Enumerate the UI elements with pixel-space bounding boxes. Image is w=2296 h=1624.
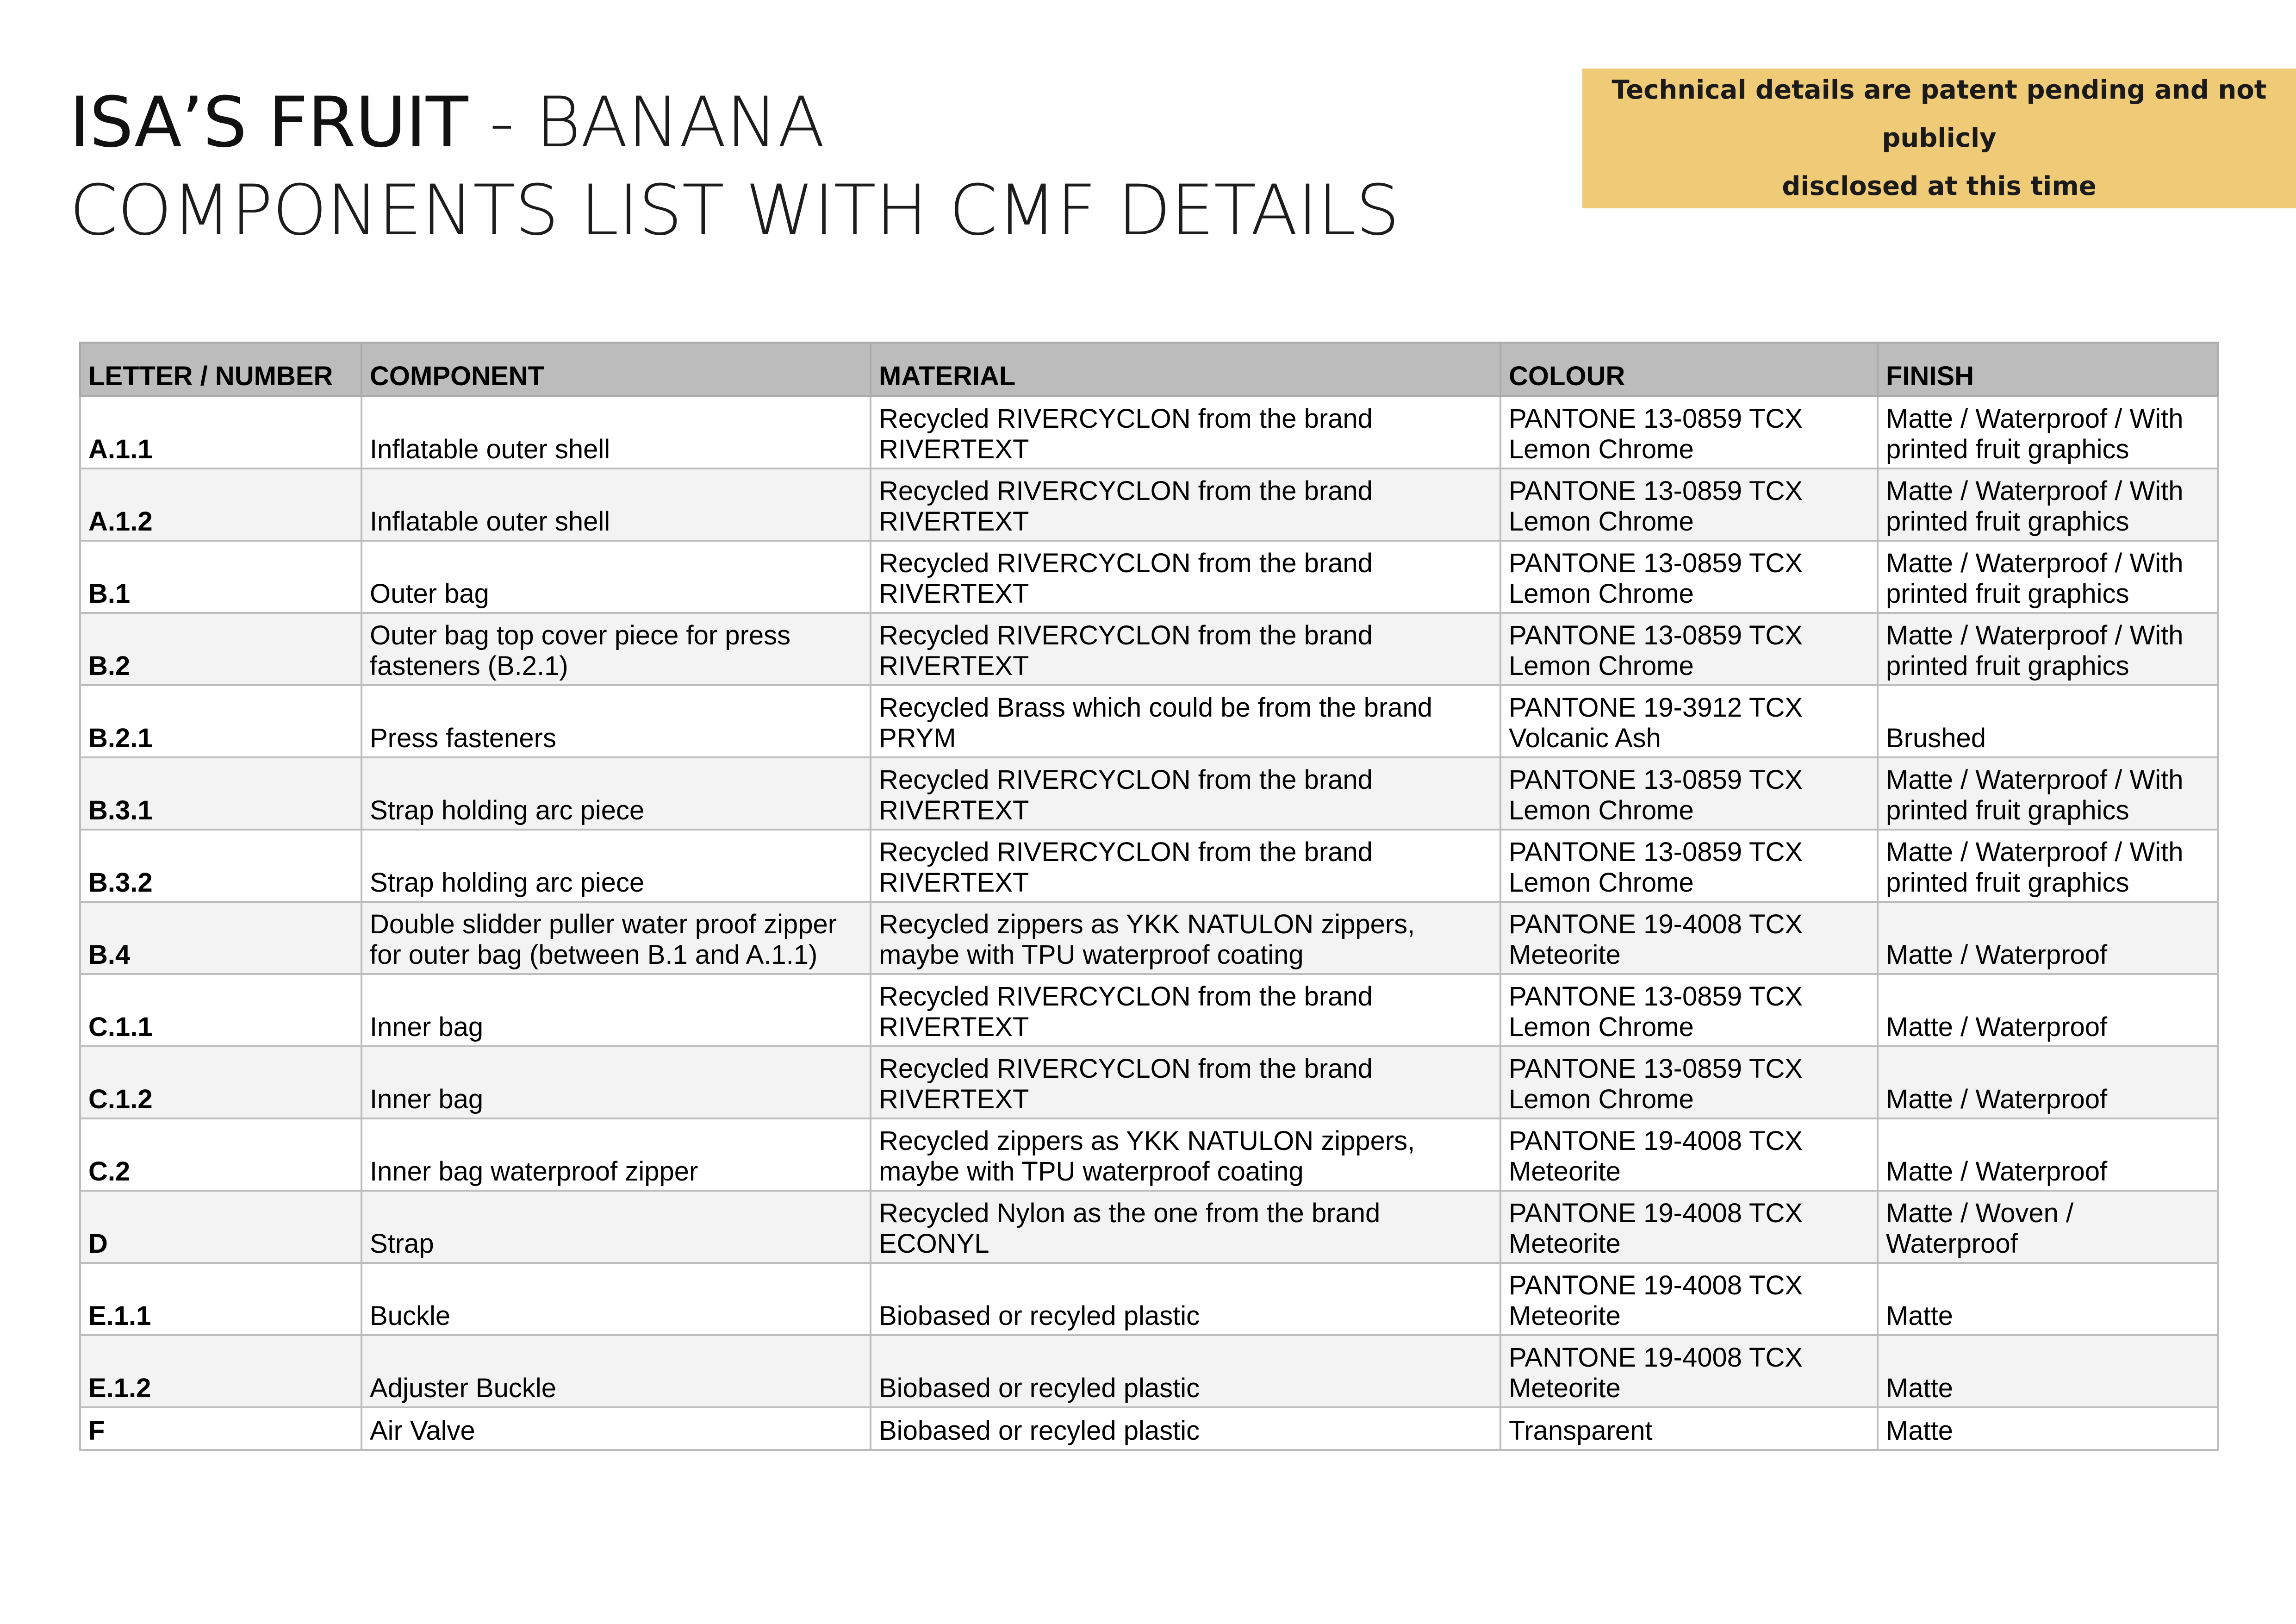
- cell-component: Double slidder puller water proof zipper for outer bag (between B.1 and A.1.1): [361, 902, 871, 974]
- table-row: [80, 974, 2218, 1046]
- cell-finish: Matte / Waterproof / With printed fruit graphics: [1878, 541, 2218, 613]
- cell-material: Recycled RIVERCYCLON from the brand RIVERTEXT: [871, 974, 1500, 1046]
- patent-notice: [1582, 69, 2296, 208]
- cell-finish: Matte / Waterproof / With printed fruit graphics: [1878, 396, 2218, 468]
- table-row: [80, 902, 2218, 974]
- cell-colour: PANTONE 13-0859 TCX Lemon Chrome: [1500, 830, 1878, 902]
- table-row: [80, 541, 2218, 613]
- cell-id: B.4: [80, 902, 361, 974]
- cell-component: Strap holding arc piece: [361, 830, 871, 902]
- table-row: [80, 1046, 2218, 1118]
- cell-colour: PANTONE 13-0859 TCX Lemon Chrome: [1500, 396, 1878, 468]
- cell-material: Recycled RIVERCYCLON from the brand RIVERTEXT: [871, 830, 1500, 902]
- table-row: [80, 1263, 2218, 1335]
- cell-material: Recycled RIVERCYCLON from the brand RIVERTEXT: [871, 468, 1500, 541]
- table-row: [80, 1118, 2218, 1191]
- cell-finish: Matte / Waterproof: [1878, 974, 2218, 1046]
- cell-id: C.1.2: [80, 1046, 361, 1118]
- page-subtitle: COMPONENTS LIST WITH CMF DETAILS: [69, 170, 1400, 251]
- cell-finish: Matte / Waterproof: [1878, 1118, 2218, 1191]
- cell-finish: Matte / Waterproof: [1878, 902, 2218, 974]
- header-colour: COLOUR: [1500, 343, 1878, 396]
- table-row: [80, 396, 2218, 468]
- header-component: COMPONENT: [361, 343, 871, 396]
- page-title: [69, 79, 1399, 255]
- brand-name: ISA’S FRUIT: [69, 82, 468, 163]
- cell-finish: Matte / Waterproof / With printed fruit graphics: [1878, 468, 2218, 541]
- cell-id: A.1.2: [80, 468, 361, 541]
- table-row: [80, 685, 2218, 757]
- cell-component: Inner bag: [361, 974, 871, 1046]
- table-row: [80, 1191, 2218, 1263]
- product-name: - BANANA: [467, 82, 825, 163]
- cell-id: C.1.1: [80, 974, 361, 1046]
- cell-id: D: [80, 1191, 361, 1263]
- cell-component: Air Valve: [361, 1407, 871, 1450]
- cell-component: Inflatable outer shell: [361, 396, 871, 468]
- cell-material: Recycled zippers as YKK NATULON zippers, maybe with TPU waterproof coating: [871, 1118, 1500, 1191]
- cell-colour: PANTONE 19-3912 TCX Volcanic Ash: [1500, 685, 1878, 757]
- cell-material: Recycled RIVERCYCLON from the brand RIVERTEXT: [871, 541, 1500, 613]
- cell-component: Inner bag: [361, 1046, 871, 1118]
- cell-material: Recycled RIVERCYCLON from the brand RIVERTEXT: [871, 1046, 1500, 1118]
- cell-material: Biobased or recyled plastic: [871, 1407, 1500, 1450]
- title-line-1: [69, 79, 1399, 167]
- table-row: [80, 613, 2218, 685]
- table-row: [80, 757, 2218, 830]
- table-row: [80, 830, 2218, 902]
- cell-colour: PANTONE 13-0859 TCX Lemon Chrome: [1500, 468, 1878, 541]
- cell-id: B.3.2: [80, 830, 361, 902]
- cell-finish: Brushed: [1878, 685, 2218, 757]
- cell-component: Inner bag waterproof zipper: [361, 1118, 871, 1191]
- cell-colour: PANTONE 19-4008 TCX Meteorite: [1500, 902, 1878, 974]
- cell-material: Recycled RIVERCYCLON from the brand RIVERTEXT: [871, 757, 1500, 830]
- cell-finish: Matte: [1878, 1335, 2218, 1407]
- cell-id: B.2.1: [80, 685, 361, 757]
- cell-id: B.3.1: [80, 757, 361, 830]
- cell-colour: PANTONE 13-0859 TCX Lemon Chrome: [1500, 613, 1878, 685]
- cell-material: Recycled RIVERCYCLON from the brand RIVERTEXT: [871, 613, 1500, 685]
- cell-id: F: [80, 1407, 361, 1450]
- cell-finish: Matte / Waterproof: [1878, 1046, 2218, 1118]
- cell-component: Adjuster Buckle: [361, 1335, 871, 1407]
- cell-material: Recycled zippers as YKK NATULON zippers, maybe with TPU waterproof coating: [871, 902, 1500, 974]
- table-row: [80, 1335, 2218, 1407]
- cell-component: Strap: [361, 1191, 871, 1263]
- cell-colour: PANTONE 13-0859 TCX Lemon Chrome: [1500, 974, 1878, 1046]
- cell-material: Biobased or recyled plastic: [871, 1335, 1500, 1407]
- cell-component: Outer bag top cover piece for press fasteners (B.2.1): [361, 613, 871, 685]
- header-letter-number: LETTER / NUMBER: [80, 343, 361, 396]
- cell-colour: Transparent: [1500, 1407, 1878, 1450]
- cell-colour: PANTONE 13-0859 TCX Lemon Chrome: [1500, 541, 1878, 613]
- cell-component: Press fasteners: [361, 685, 871, 757]
- cell-finish: Matte: [1878, 1263, 2218, 1335]
- cell-colour: PANTONE 19-4008 TCX Meteorite: [1500, 1263, 1878, 1335]
- cell-material: Biobased or recyled plastic: [871, 1263, 1500, 1335]
- cell-component: Inflatable outer shell: [361, 468, 871, 541]
- cell-id: E.1.2: [80, 1335, 361, 1407]
- cell-colour: PANTONE 19-4008 TCX Meteorite: [1500, 1118, 1878, 1191]
- header-finish: FINISH: [1878, 343, 2218, 396]
- cell-id: C.2: [80, 1118, 361, 1191]
- cell-id: B.1: [80, 541, 361, 613]
- cell-id: B.2: [80, 613, 361, 685]
- cell-component: Outer bag: [361, 541, 871, 613]
- cell-material: Recycled Brass which could be from the brand PRYM: [871, 685, 1500, 757]
- cell-finish: Matte / Woven / Waterproof: [1878, 1191, 2218, 1263]
- cell-finish: Matte: [1878, 1407, 2218, 1450]
- cell-id: E.1.1: [80, 1263, 361, 1335]
- cell-colour: PANTONE 19-4008 TCX Meteorite: [1500, 1335, 1878, 1407]
- cell-finish: Matte / Waterproof / With printed fruit graphics: [1878, 830, 2218, 902]
- notice-line-1: Technical details are patent pending and not publicly: [1612, 75, 2267, 153]
- patent-notice-text: [1601, 66, 2277, 211]
- cell-colour: PANTONE 13-0859 TCX Lemon Chrome: [1500, 757, 1878, 830]
- cell-finish: Matte / Waterproof / With printed fruit graphics: [1878, 757, 2218, 830]
- cell-colour: PANTONE 19-4008 TCX Meteorite: [1500, 1191, 1878, 1263]
- cell-material: Recycled RIVERCYCLON from the brand RIVERTEXT: [871, 396, 1500, 468]
- notice-line-2: disclosed at this time: [1782, 171, 2097, 201]
- table-row: [80, 1407, 2218, 1450]
- cell-id: A.1.1: [80, 396, 361, 468]
- cell-component: Buckle: [361, 1263, 871, 1335]
- components-table: [79, 342, 2219, 1451]
- table-row: [80, 468, 2218, 541]
- cell-colour: PANTONE 13-0859 TCX Lemon Chrome: [1500, 1046, 1878, 1118]
- table-header-row: [80, 343, 2218, 396]
- cell-component: Strap holding arc piece: [361, 757, 871, 830]
- cell-finish: Matte / Waterproof / With printed fruit graphics: [1878, 613, 2218, 685]
- header-material: MATERIAL: [871, 343, 1500, 396]
- cell-material: Recycled Nylon as the one from the brand ECONYL: [871, 1191, 1500, 1263]
